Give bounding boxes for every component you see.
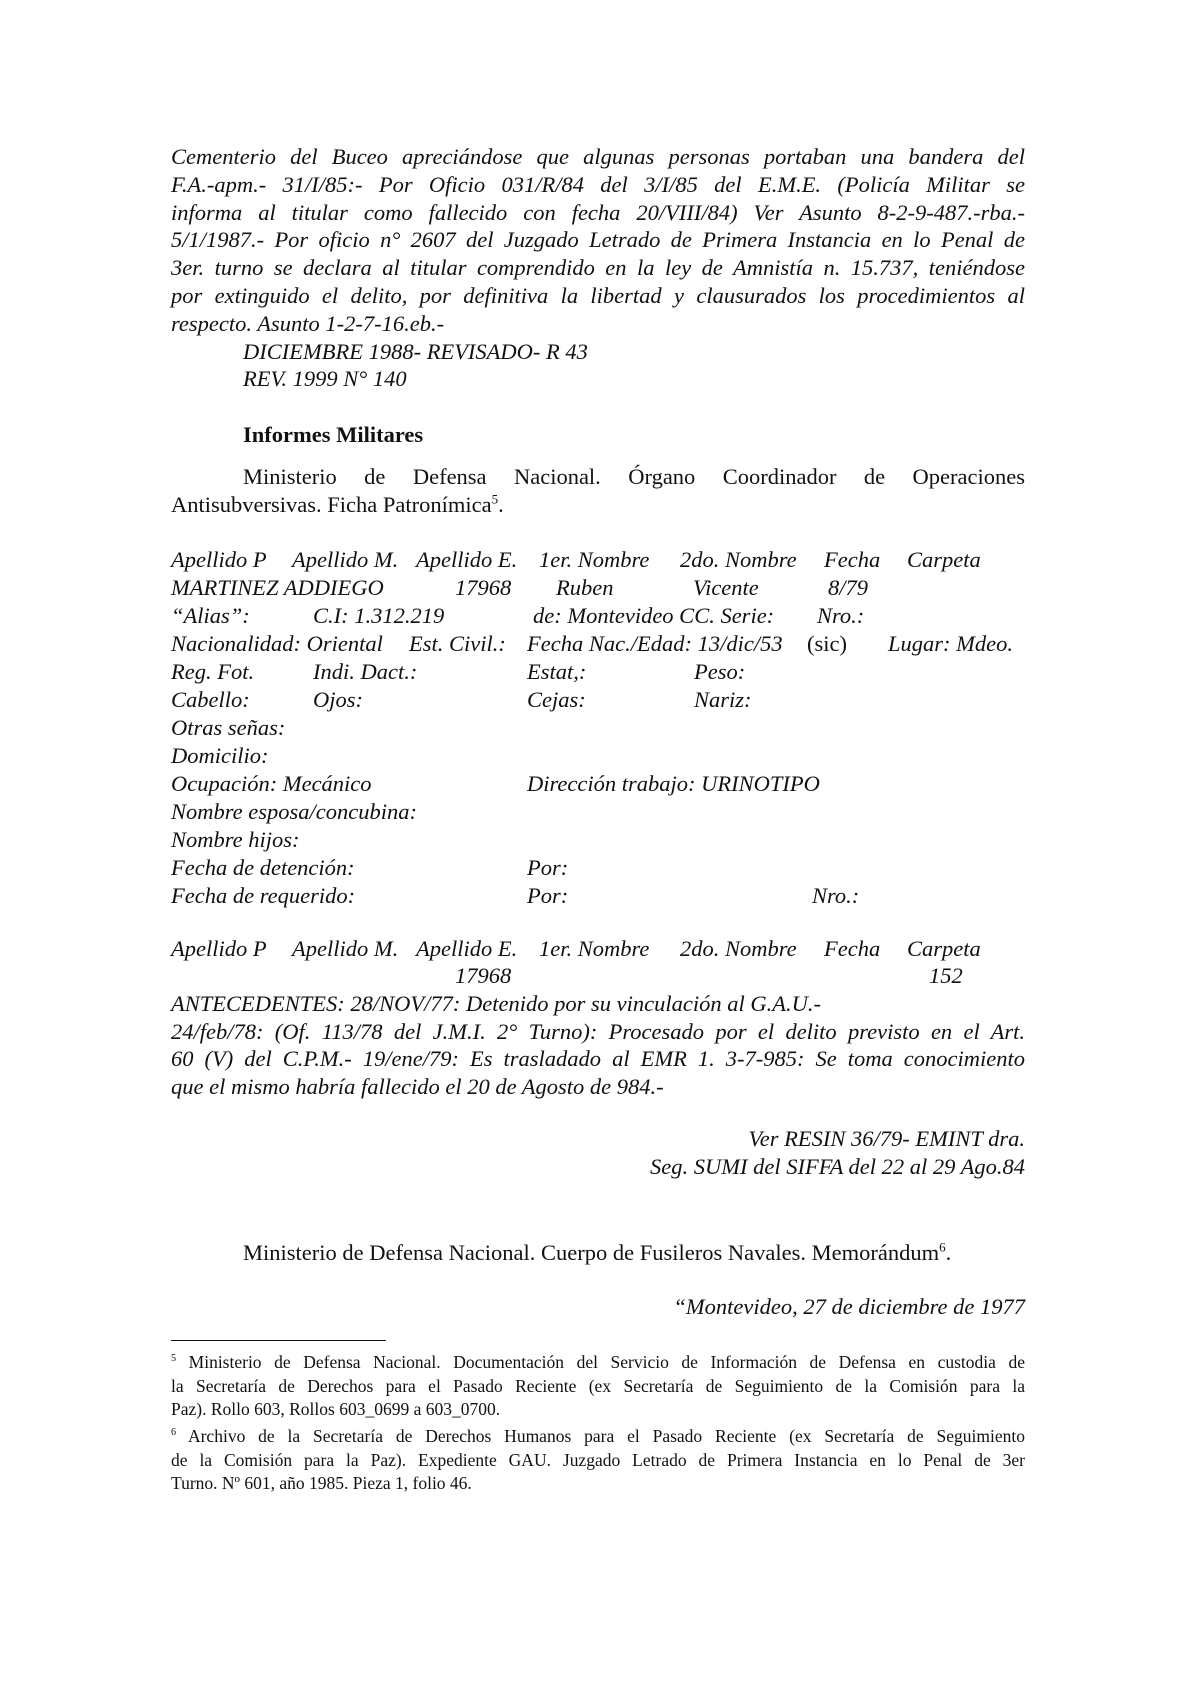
fecha-detencion-label: Fecha de detención: bbox=[171, 855, 355, 880]
alias-label: “Alias”: bbox=[171, 603, 250, 628]
intro-line: F.A.-apm.- 31/I/85:- Por Oficio 031/R/84 del 3/I/85 del E.M.E. (Policía Militar se bbox=[171, 171, 1025, 197]
nro-label: Nro.: bbox=[817, 603, 865, 628]
col-header-carpeta: Carpeta bbox=[907, 936, 981, 961]
sic-note: (sic) bbox=[807, 631, 847, 656]
numero-value: 17968 bbox=[455, 963, 512, 988]
ci-value: C.I: 1.312.219 bbox=[313, 603, 445, 628]
intro-line: respecto. Asunto 1-2-7-16.eb.- bbox=[171, 310, 445, 336]
footnote-6 bbox=[171, 1425, 1025, 1496]
col-header-nombre1: 1er. Nombre bbox=[539, 936, 650, 961]
date-line: “Montevideo, 27 de diciembre de 1977 bbox=[673, 1294, 1025, 1319]
ver-resin-note: Ver RESIN 36/79- EMINT dra. bbox=[748, 1126, 1025, 1151]
footnote-line: Paz). Rollo 603, Rollos 603_0699 a 603_0700. bbox=[171, 1399, 501, 1419]
nro-label: Nro.: bbox=[812, 883, 860, 908]
por-label: Por: bbox=[527, 855, 569, 880]
col-header-nombre2: 2do. Nombre bbox=[680, 547, 797, 572]
section-heading: Informes Militares bbox=[243, 422, 424, 447]
nombre1-value: Ruben bbox=[556, 575, 614, 600]
domicilio-label: Domicilio: bbox=[171, 743, 269, 768]
footnote-ref: 5 bbox=[491, 491, 499, 507]
intro-line: 5/1/1987.- Por oficio n° 2607 del Juzgado Letrado de Primera Instancia en lo Penal de bbox=[171, 227, 1025, 253]
source-line: Ministerio de Defensa Nacional. Órgano Coordinador de Operaciones bbox=[243, 464, 1025, 489]
antecedentes-paragraph bbox=[171, 990, 1025, 1101]
ci-origen: de: Montevideo CC. Serie: bbox=[533, 603, 775, 628]
col-header-apellido-e: Apellido E. bbox=[416, 936, 518, 961]
memo-text: Ministerio de Defensa Nacional. Cuerpo de Fusileros Navales. Memorándum bbox=[243, 1240, 940, 1265]
col-header-apellido-m: Apellido M. bbox=[292, 547, 399, 572]
nacionalidad-field: Nacionalidad: Oriental bbox=[171, 631, 383, 656]
intro-line: 3er. turno se declara al titular comprendido en la ley de Amnistía n. 15.737, teniéndose bbox=[171, 255, 1025, 281]
col-header-fecha: Fecha bbox=[824, 547, 881, 572]
col-header-apellido-p: Apellido P bbox=[171, 936, 267, 961]
intro-line: Cementerio del Buceo apreciándose que algunas personas portaban una bandera del bbox=[171, 144, 1025, 169]
ojos-label: Ojos: bbox=[313, 687, 363, 712]
col-header-nombre2: 2do. Nombre bbox=[680, 936, 797, 961]
col-header-apellido-e: Apellido E. bbox=[416, 547, 518, 572]
footnote-line: Turno. Nº 601, año 1985. Pieza 1, folio 46. bbox=[171, 1473, 472, 1493]
intro-line: informa al titular como fallecido con fecha 20/VIII/84) Ver Asunto 8-2-9-487.-rba.- bbox=[171, 199, 1025, 225]
ocupacion-field: Ocupación: Mecánico bbox=[171, 771, 372, 796]
fecha-nac-field: Fecha Nac./Edad: 13/dic/53 bbox=[527, 631, 783, 656]
reg-fot-label: Reg. Fot. bbox=[171, 659, 255, 684]
nariz-label: Nariz: bbox=[694, 687, 752, 712]
antecedentes-line: ANTECEDENTES: 28/NOV/77: Detenido por su vinculación al G.A.U.- bbox=[171, 991, 821, 1016]
footnote-5 bbox=[171, 1351, 1025, 1422]
estat-label: Estat,: bbox=[527, 659, 587, 684]
antecedentes-line: que el mismo habría fallecido el 20 de Agosto de 984.- bbox=[171, 1074, 664, 1100]
indi-dact-label: Indi. Dact.: bbox=[313, 659, 418, 684]
footnote-text: Archivo de la Secretaría de Derechos Humanos para el Pasado Reciente (ex Secretaría de Seguimiento bbox=[187, 1426, 1025, 1446]
fecha-requerido-label: Fecha de requerido: bbox=[171, 883, 356, 908]
footnote-ref: 6 bbox=[939, 1239, 946, 1255]
intro-paragraph bbox=[171, 143, 1025, 393]
footnote-text: Ministerio de Defensa Nacional. Documentación del Servicio de Información de Defensa en custodia de bbox=[188, 1352, 1026, 1372]
por-label: Por: bbox=[527, 883, 569, 908]
nombre2-value: Vicente bbox=[693, 575, 759, 600]
otras-senas-label: Otras señas: bbox=[171, 715, 286, 740]
antecedentes-line: 24/feb/78: (Of. 113/78 del J.M.I. 2° Turno): Procesado por el delito previsto en el Art. bbox=[171, 1018, 1025, 1044]
revision-note: DICIEMBRE 1988- REVISADO- R 43 bbox=[243, 338, 588, 364]
footnote-line bbox=[171, 1351, 1025, 1375]
lugar-field: Lugar: Mdeo. bbox=[888, 631, 1013, 656]
footnote-number: 6 bbox=[171, 1427, 177, 1439]
cejas-label: Cejas: bbox=[527, 687, 586, 712]
carpeta-value: 8/79 bbox=[828, 575, 869, 600]
source-text: Antisubversivas. Ficha Patronímica bbox=[171, 492, 492, 517]
cabello-label: Cabello: bbox=[171, 687, 250, 712]
footnote-line: la Secretaría de Derechos para el Pasado Reciente (ex Secretaría de Seguimiento de la Comisión para la bbox=[171, 1375, 1025, 1396]
footnote-number: 5 bbox=[171, 1353, 177, 1365]
col-header-nombre1: 1er. Nombre bbox=[539, 547, 650, 572]
period: . bbox=[945, 1240, 952, 1265]
footnote-line bbox=[171, 1425, 1025, 1449]
col-header-carpeta: Carpeta bbox=[907, 547, 981, 572]
antecedentes-line: 60 (V) del C.P.M.- 19/ene/79: Es trasladado al EMR 1. 3-7-985: Se toma conocimiento bbox=[171, 1046, 1025, 1072]
source-paragraph bbox=[171, 463, 1025, 519]
revision-note: REV. 1999 N° 140 bbox=[243, 366, 407, 392]
apellidos-value: MARTINEZ ADDIEGO bbox=[171, 575, 384, 600]
intro-line: por extinguido el delito, por definitiva la libertad y clausurados los procedimientos al bbox=[171, 282, 1025, 308]
footnote-separator bbox=[171, 1340, 386, 1341]
memo-source bbox=[243, 1239, 951, 1267]
carpeta-value: 152 bbox=[929, 963, 963, 988]
seg-sumi-note: Seg. SUMI del SIFFA del 22 al 29 Ago.84 bbox=[650, 1154, 1025, 1179]
col-header-apellido-p: Apellido P bbox=[171, 547, 267, 572]
estado-civil-label: Est. Civil.: bbox=[409, 631, 506, 656]
peso-label: Peso: bbox=[694, 659, 746, 684]
hijos-label: Nombre hijos: bbox=[171, 827, 300, 852]
direccion-trabajo-field: Dirección trabajo: URINOTIPO bbox=[527, 771, 820, 796]
period: . bbox=[498, 492, 504, 517]
source-line bbox=[171, 491, 1025, 519]
esposa-label: Nombre esposa/concubina: bbox=[171, 799, 418, 824]
col-header-fecha: Fecha bbox=[824, 936, 881, 961]
col-header-apellido-m: Apellido M. bbox=[292, 936, 399, 961]
numero-value: 17968 bbox=[455, 575, 512, 600]
footnote-line: de la Comisión para la Paz). Expediente GAU. Juzgado Letrado de Primera Instancia en lo Penal de 3er bbox=[171, 1449, 1025, 1470]
